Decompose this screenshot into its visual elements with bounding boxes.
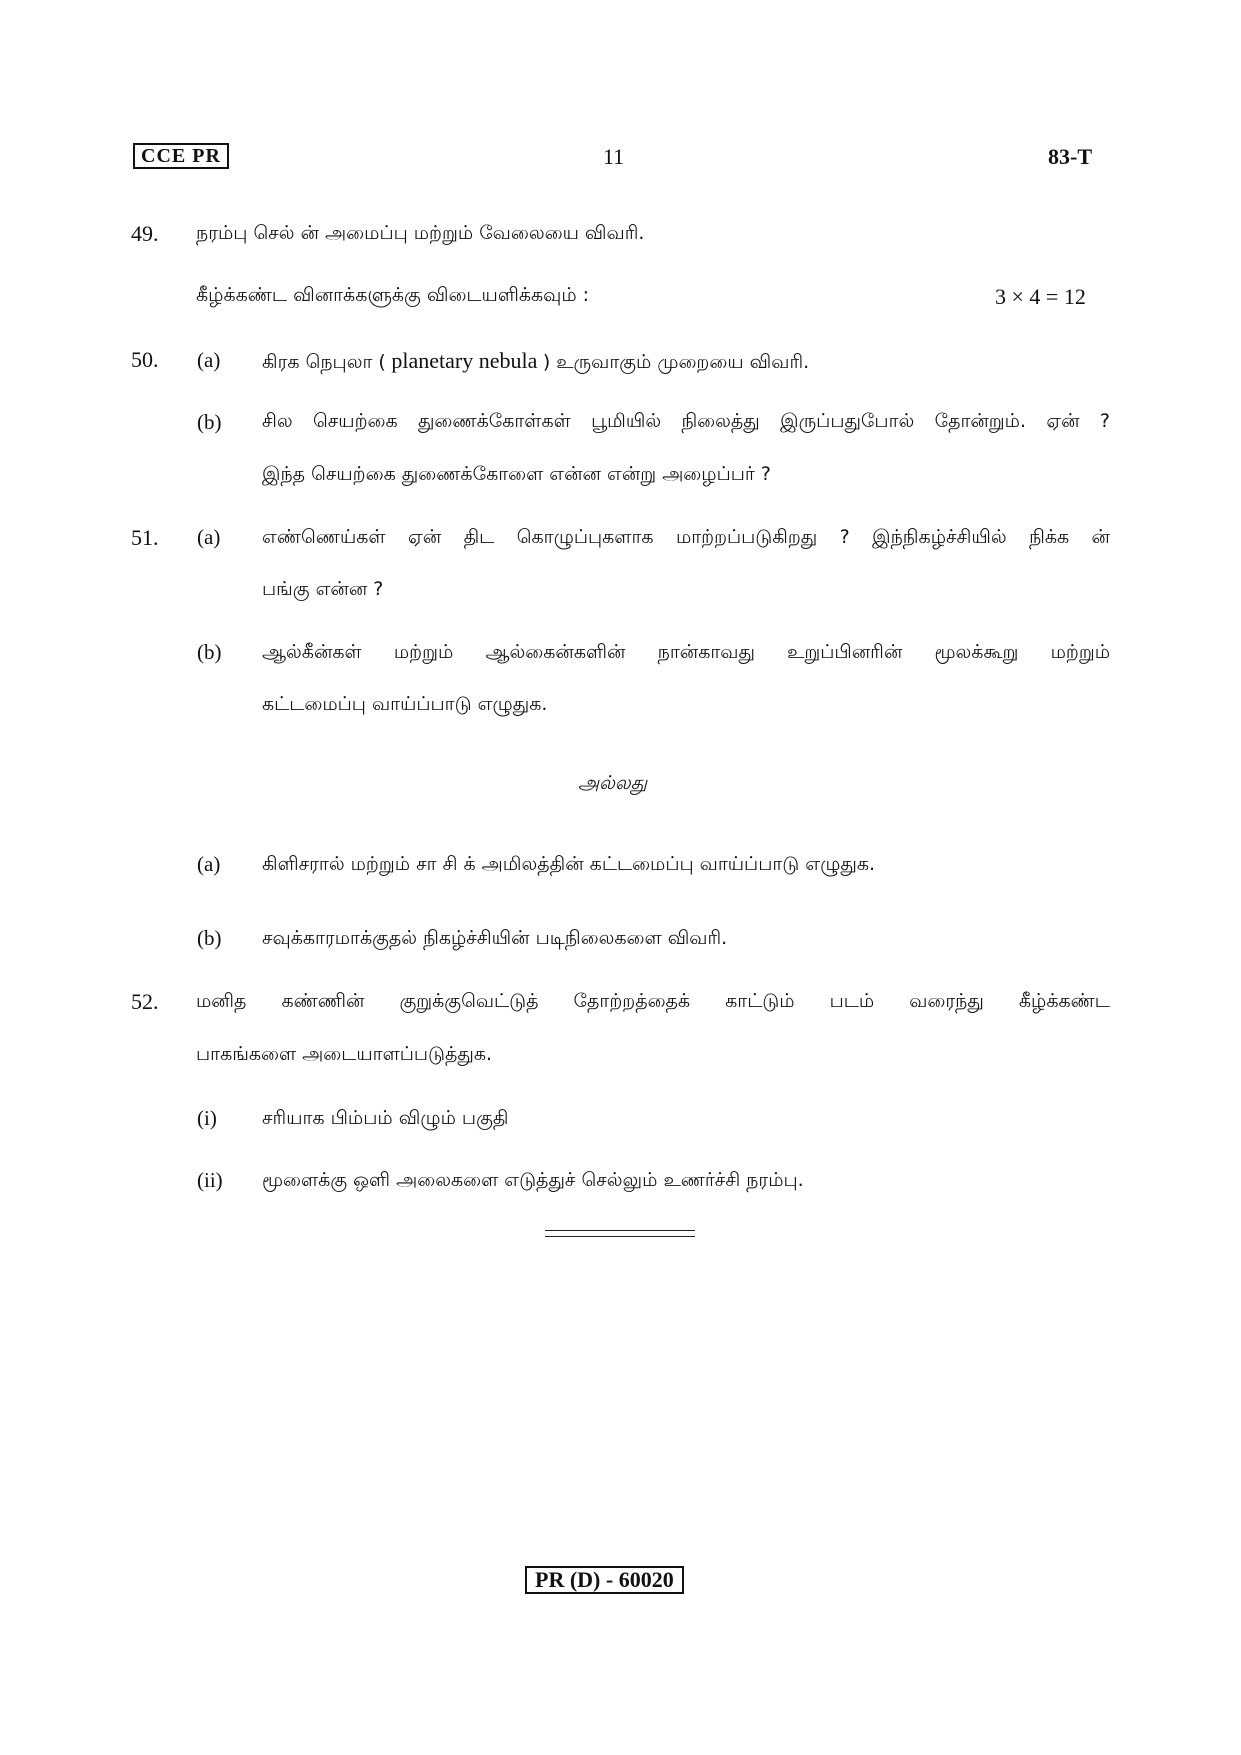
word: துணைக்கோள்கள்	[417, 410, 571, 432]
subpart-label: (i)	[197, 1106, 217, 1130]
word: படம்	[829, 990, 875, 1012]
or-separator: அல்லது	[578, 772, 648, 794]
subpart-label: (ii)	[197, 1168, 223, 1192]
subpart-text	[262, 348, 809, 376]
word: ஏன்	[407, 526, 442, 548]
word: உறுப்பினரின்	[787, 641, 903, 663]
subpart-text-line	[262, 641, 1110, 666]
word: ஆல்கீன்கள்	[262, 641, 362, 663]
word: காட்டும்	[725, 990, 795, 1012]
subpart-text: கிளிசரால் மற்றும் சா சி க் அமிலத்தின் கட்டமைப்பு வாய்ப்பாடு எழுதுக.	[262, 853, 876, 875]
question-number: 51.	[131, 525, 159, 550]
word: பூமியில்	[591, 410, 662, 432]
subpart-label: (b)	[197, 410, 222, 434]
subpart-text: மூளைக்கு ஒளி அலைகளை எடுத்துச் செல்லும் உணர்ச்சி நரம்பு.	[262, 1169, 804, 1191]
instruction-text: கீழ்க்கண்ட வினாக்களுக்கு விடையளிக்கவும் :	[196, 284, 590, 306]
question-number: 49.	[131, 221, 159, 246]
subpart-text: சரியாக பிம்பம் விழும் பகுதி	[262, 1107, 509, 1129]
word: ன்	[1091, 526, 1110, 548]
text-segment: ) உருவாகும் முறையை விவரி.	[542, 351, 810, 373]
word: குறுக்குவெட்டுத்	[399, 990, 539, 1012]
subpart-label: (b)	[197, 640, 222, 664]
text-segment: கிரக நெபுலா (	[262, 351, 386, 373]
question-text-line	[196, 990, 1110, 1015]
subpart-text-line: பங்கு என்ன ?	[262, 578, 384, 600]
word: ஏன்	[1046, 410, 1080, 432]
question-text-line: பாகங்களை அடையாளப்படுத்துக.	[196, 1043, 493, 1065]
end-divider	[545, 1230, 695, 1237]
question-number: 50.	[131, 347, 159, 372]
word: மனித	[196, 990, 247, 1012]
subpart-label: (b)	[197, 926, 222, 950]
word: கீழ்க்கண்ட	[1018, 990, 1110, 1012]
word: ஆல்கைன்களின்	[485, 641, 626, 663]
word: எண்ணெய்கள்	[262, 526, 386, 548]
word: தோற்றத்தைக்	[573, 990, 691, 1012]
word: கண்ணின்	[281, 990, 365, 1012]
subpart-label: (a)	[197, 348, 221, 372]
word: ?	[839, 526, 850, 548]
subpart-text: சவுக்காரமாக்குதல் நிகழ்ச்சியின் படிநிலைகளை விவரி.	[262, 927, 728, 949]
footer-code: PR (D) - 60020	[525, 1566, 684, 1594]
subpart-text-line	[262, 410, 1110, 435]
word: தோன்றும்.	[934, 410, 1027, 432]
question-text: நரம்பு செல் ன் அமைப்பு மற்றும் வேலையை விவரி.	[196, 222, 645, 244]
subpart-text-line: கட்டமைப்பு வாய்ப்பாடு எழுதுக.	[262, 693, 548, 715]
word: வரைந்து	[909, 990, 984, 1012]
word: இருப்பதுபோல்	[780, 410, 915, 432]
subpart-label: (a)	[197, 852, 221, 876]
word: செயற்கை	[312, 410, 398, 432]
word: நிக்க	[1029, 526, 1070, 548]
header-right-code: 83-T	[1048, 144, 1092, 169]
word: இந்நிகழ்ச்சியில்	[872, 526, 1007, 548]
english-term: planetary nebula	[385, 348, 543, 373]
word: மூலக்கூறு	[934, 641, 1019, 663]
word: மற்றும்	[1050, 641, 1110, 663]
word: சில	[262, 410, 293, 432]
word: மற்றும்	[393, 641, 454, 663]
page-number: 11	[603, 144, 625, 169]
question-number: 52.	[131, 989, 159, 1014]
word: மாற்றப்படுகிறது	[675, 526, 818, 548]
subpart-text-line: இந்த செயற்கை துணைக்கோளை என்ன என்று அழைப்பர் ?	[262, 463, 771, 485]
marks-allocation: 3 × 4 = 12	[995, 284, 1086, 309]
word: திட	[463, 526, 495, 548]
word: நான்காவது	[657, 641, 755, 663]
subpart-text-line	[262, 526, 1110, 551]
subpart-label: (a)	[197, 525, 221, 549]
header-left-code: CCE PR	[133, 143, 229, 169]
word: நிலைத்து	[681, 410, 760, 432]
word: ?	[1099, 410, 1110, 432]
word: கொழுப்புகளாக	[516, 526, 654, 548]
